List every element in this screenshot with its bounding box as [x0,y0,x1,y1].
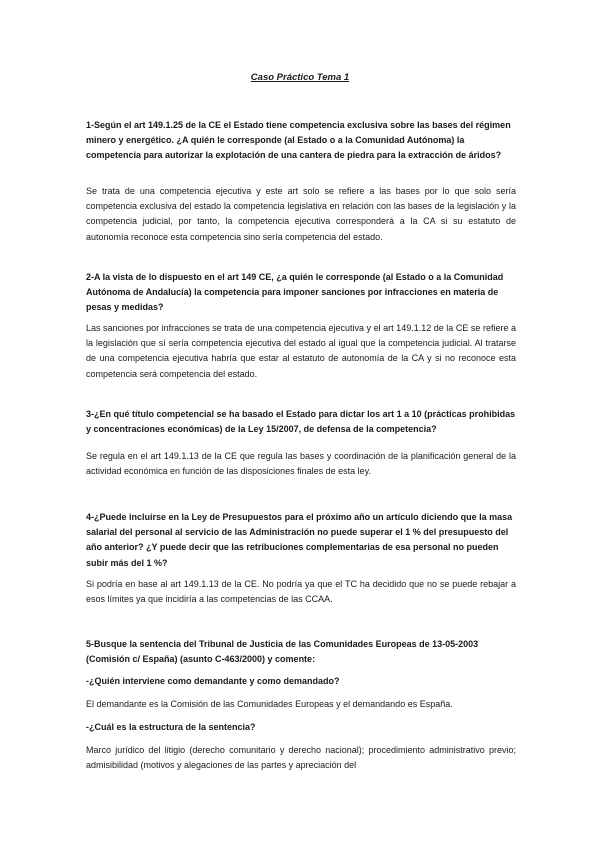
question-3: 3-¿En qué título competencial se ha basado el Estado para dictar los art 1 a 10 (prácticas prohibidas y concentraciones económicas) de la Ley 15/2007, de defensa de la competencia? [86,409,516,435]
answer-block-2 [86,321,516,382]
answer-5b: Marco jurídico del litigio (derecho comunitario y derecho nacional); procedimiento administrativo previo; admisibilidad (motivos y alegaciones de las partes y apreciación del [86,745,516,771]
question-block-1 [86,118,516,164]
answer-block-3 [86,449,516,479]
question-2: 2-A la vista de lo dispuesto en el art 149 CE, ¿a quién le corresponde (al Estado o a la Comunidad Autónoma de Andalucía) la competencia para imponer sanciones por infracciones en materia de pesas y medidas? [86,272,504,313]
question-block-3 [86,407,516,437]
answer-4: Si podría en base al art 149.1.13 de la CE. No podría ya que el TC ha decidido que no se puede rebajar a esos límites ya que incidiría a las competencias de las CCAA. [86,579,516,605]
question-1: 1-Según el art 149.1.25 de la CE el Estado tiene competencia exclusiva sobre las bases del régimen minero y energético. ¿A quién le corresponde (al Estado o a la Comunidad Autónoma) la competencia para autorizar la explotación de una cantera de piedra para la extracción de áridos? [86,120,511,161]
answer-block-5a [86,697,516,712]
answer-5a: El demandante es la Comisión de las Comunidades Europeas y el demandando es España. [86,699,453,709]
question-block-4 [86,510,516,571]
question-block-2 [86,270,516,316]
question-block-5 [86,637,516,667]
question-5: 5-Busque la sentencia del Tribunal de Justicia de las Comunidades Europeas de 13-05-2003 (Comisión c/ España) (asunto C-463/2000) y comente: [86,639,479,665]
question-4: 4-¿Puede incluirse en la Ley de Presupuestos para el próximo año un artículo diciendo que la masa salarial del personal al servicio de las Administración no puede superar el 1 % del presupuesto del año anterior? ¿Y puede decir que las retribuciones complementarias de esa personal no pueden subir más del 1 %? [86,512,513,568]
sub-question-block-5b [86,720,516,735]
answer-3: Se regula en el art 149.1.13 de la CE que regula las bases y coordinación de la planificación general de la actividad económica en función de las disposiciones finales de esta ley. [86,451,516,477]
answer-2: Las sanciones por infracciones se trata de una competencia ejecutiva y el art 149.1.12 de la CE se refiere a la legislación que sí sería competencia ejecutiva del estado al igual que la competencia judicial. Al tratarse de una competencia ejecutiva habría que estar al estatuto de autonomía de la CA y si no reconoce esta competencia será competencia del estado. [86,323,516,379]
page-title: Caso Práctico Tema 1 [250,72,350,83]
question-5a: -¿Quién interviene como demandante y como demandado? [86,676,340,686]
answer-block-5b [86,743,516,773]
answer-1: Se trata de una competencia ejecutiva y este art solo se refiere a las bases por lo que solo sería competencia exclusiva del estado la competencia legislativa en relación con las bases de la legislación y la competencia judicial, por tanto, la competencia ejecutiva corresponderá a la CA si su estatuto de autonomía reconoce esta competencia sino sería competencia del estado. [86,186,516,242]
question-5b: -¿Cuál es la estructura de la sentencia? [86,722,256,732]
answer-block-4 [86,577,516,607]
answer-block-1 [86,184,516,245]
sub-question-block-5a [86,674,516,689]
